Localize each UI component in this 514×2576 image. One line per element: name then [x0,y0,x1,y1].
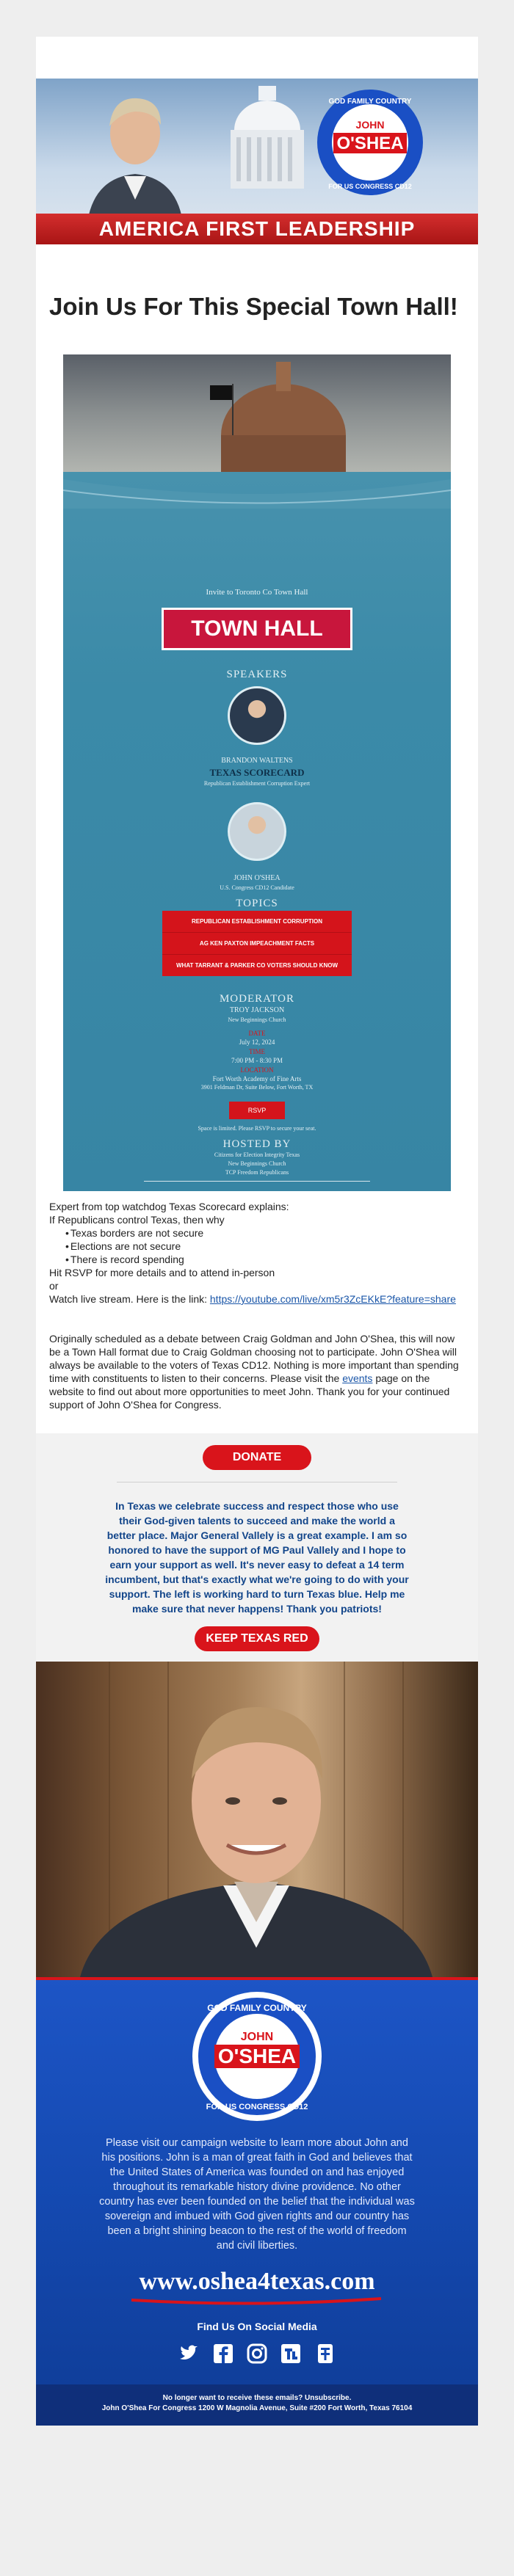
support-message: In Texas we celebrate success and respect those who use their God-given talents to succeed and make the world a better place. Major General Vallely is a great example. I am so honored to have the support of MG Paul Vallely and I hope to earn your support as well. It's never easy to defeat a 14 term incumbent, but that's exactly what we're going to do with your support. The left is working hard to turn Texas blue. Help me make sure that never happens! Thank you patriots! [105,1500,409,1615]
moderator-name: TROY JACKSON [229,1006,285,1014]
candidate-portrait [36,1662,478,1977]
rsvp-line: Hit RSVP for more details and to attend in-person [49,1267,275,1278]
rsvp-note: Space is limited. Please RSVP to secure your seat. [198,1125,316,1132]
topics-heading: TOPICS [236,898,278,909]
town-hall-flyer [63,354,451,1191]
event-paragraph [49,1332,465,1411]
list-item: • There is record spending [65,1253,465,1266]
capitol-sky-image [63,354,451,472]
list-item: • Texas borders are not secure [65,1226,465,1240]
footer-legal [36,2384,478,2426]
about-text: Please visit our campaign website to learn more about John and his positions. John is a man of great faith in God and believes that the United States of America was founded on and has enjoyed throughout its remarkable history divine providence. No other country has ever been founded on the belief that the individual was sovereign and imbued with God given rights and our country has been a bright shining beacon to the rest of the world of freedom and civil liberties. [99,2137,415,2252]
paragraph-text: page on the website to find out about more opportunities to meet John. Thank you for your continued support of John O'Shea for Congress. [49,1372,450,1411]
speaker2-role: U.S. Congress CD12 Candidate [220,884,294,891]
mailing-address: John O'Shea For Congress 1200 W Magnolia Avenue, Suite #200 Fort Worth, Texas 76104 [101,2404,413,2412]
flyer-rule [144,1181,370,1182]
topics-box [162,911,352,976]
live-stream-link[interactable]: https://youtube.com/live/xm5r3ZcEKkE?feature=share [209,1293,456,1305]
footer-campaign-logo [36,1980,478,2127]
speaker2-avatar [228,802,286,861]
stream-line [49,1292,465,1306]
speaker1-role: Republican Establishment Corruption Expert [203,780,311,787]
list-item: • Elections are not secure [65,1240,465,1253]
website-underline [36,2296,478,2307]
town-hall-title: TOWN HALL [162,608,352,650]
capitol-dome-image [216,86,319,189]
social-icons [36,2332,478,2384]
paragraph-text: Originally scheduled as a debate between Craig Goldman and John O'Shea, this will now be a Town Hall format due to Craig Goldman choosing not to participate. John O'Shea will always be available to the voters of Texas CD12. Nothing is more important than spending time with constituents to listen to their concerns. Please visit the [49,1333,459,1384]
facebook-icon[interactable] [212,2343,234,2365]
footer-section [36,1977,478,2426]
topic-item: AG KEN PAXTON IMPEACHMENT FACTS [162,932,352,954]
flyer-wave [63,465,451,509]
header-banner [36,79,478,244]
speakers-heading: SPEAKERS [226,669,288,680]
instagram-icon[interactable] [246,2343,268,2365]
host-item: Citizens for Election Integrity Texas [214,1151,300,1158]
event-description [36,1191,478,1411]
host-item: TCP Freedom Republicans [225,1169,289,1176]
logo-last-name: O'SHEA [336,134,404,153]
logo-top-text: GOD FAMILY COUNTRY [328,98,412,106]
slogan-ribbon: AMERICA FIRST LEADERSHIP [36,214,478,244]
keep-texas-red-button[interactable]: KEEP TEXAS RED [195,1626,319,1651]
topic-item: WHAT TARRANT & PARKER CO VOTERS SHOULD KNOW [162,954,352,976]
email-container [36,37,478,2426]
twitter-icon[interactable] [178,2343,200,2365]
donate-button[interactable]: DONATE [203,1445,311,1470]
hosted-heading: HOSTED BY [222,1138,292,1150]
logo-bottom-text: FOR US CONGRESS CD12 [328,183,412,190]
date-label: DATE [248,1030,266,1037]
speaker2-name: JOHN O'SHEA [234,874,280,882]
control-line: If Republicans control Texas, then why [49,1214,225,1226]
issues-list [49,1226,465,1266]
host-item: New Beginnings Church [228,1160,286,1167]
speaker1-org: TEXAS SCORECARD [209,767,305,778]
location-value: Fort Worth Academy of Fine Arts [212,1075,302,1083]
speaker1-avatar [228,686,286,745]
footer-logo-first: JOHN [240,2031,274,2043]
time-value: 7:00 PM - 8:30 PM [231,1057,283,1064]
candidate-photo [80,82,190,222]
intro-line: Expert from top watchdog Texas Scorecard explains: [49,1201,289,1212]
footer-logo-top: GOD FAMILY COUNTRY [207,2003,307,2013]
unsubscribe-link[interactable]: No longer want to receive these emails? Unsubscribe. [162,2394,352,2402]
truth-social-icon[interactable] [280,2343,302,2365]
campaign-logo [315,87,425,197]
moderator-heading: MODERATOR [219,993,295,1005]
moderator-org: New Beginnings Church [228,1016,286,1023]
logo-first-name: JOHN [355,119,385,131]
or-line: or [49,1280,59,1292]
events-link[interactable]: events [342,1372,373,1384]
invite-text: Invite to Toronto Co Town Hall [206,588,308,597]
social-heading: Find Us On Social Media [197,2321,317,2332]
location-label: LOCATION [240,1066,274,1074]
donate-section [36,1433,478,1977]
time-label: TIME [249,1048,265,1055]
footer-logo-last: O'SHEA [217,2045,297,2067]
date-value: July 12, 2024 [239,1038,275,1046]
footer-logo-bottom: FOR US CONGRESS CD12 [206,2103,308,2111]
speaker1-name: BRANDON WALTENS [221,757,293,765]
website-link[interactable]: www.oshea4texas.com [139,2268,375,2295]
page-title: Join Us For This Special Town Hall! [49,293,458,320]
flyer-rsvp-button[interactable]: RSVP [229,1102,285,1119]
location-address: 3901 Feldman Dr, Suite Below, Fort Worth, TX [200,1084,314,1091]
topic-item: REPUBLICAN ESTABLISHMENT CORRUPTION [191,918,323,925]
stream-prefix: Watch live stream. Here is the link: [49,1293,210,1305]
gettr-icon[interactable] [314,2343,336,2365]
